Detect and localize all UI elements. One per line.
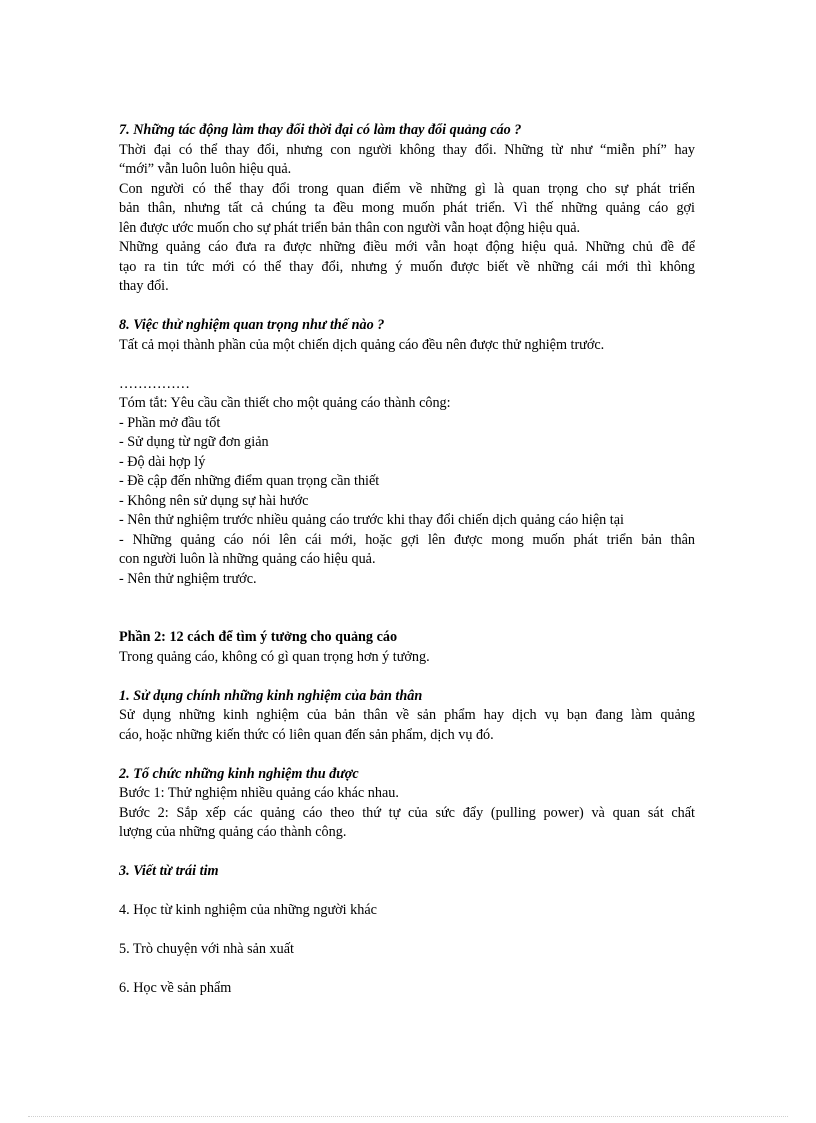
part-2-intro: Trong quảng cáo, không có gì quan trọng hơn ý tưởng. (119, 648, 430, 665)
summary-item: - Nên thử nghiệm trước nhiều quảng cáo trước khi thay đổi chiến dịch quảng cáo hiện tại (119, 512, 624, 528)
summary-intro: Tóm tắt: Yêu cầu cần thiết cho một quảng cáo thành công: (119, 395, 451, 411)
paragraph-line: Bước 2: Sắp xếp các quảng cáo theo thứ tự của sức đẩy (pulling power) và quan sát chất (119, 804, 695, 821)
document-page (119, 121, 695, 999)
paragraph-line: lên được ước muốn cho sự phát triển bản thân con người vẫn hoạt động hiệu quả. (119, 219, 581, 236)
section-8-heading: 8. Việc thử nghiệm quan trọng như thế nào ? (119, 317, 385, 333)
part-2-heading: Phần 2: 12 cách để tìm ý tưởng cho quảng cáo (119, 629, 398, 645)
item-1-heading: 1. Sử dụng chính những kinh nghiệm của bản thân (119, 687, 423, 704)
paragraph-line: Thời đại có thể thay đổi, nhưng con người không thay đổi. Những từ như “miễn phí” hay (119, 141, 695, 158)
paragraph-line: “mới” vẫn luôn luôn hiệu quả. (119, 161, 292, 177)
summary-item: - Những quảng cáo nói lên cái mới, hoặc gợi lên được mong muốn phát triển bản thân (119, 531, 695, 548)
item-4-text: 4. Học từ kinh nghiệm của những người khác (119, 902, 377, 918)
paragraph-line: thay đổi. (119, 278, 169, 294)
page-bottom-divider (28, 1116, 788, 1117)
paragraph-line: Bước 1: Thử nghiệm nhiều quảng cáo khác nhau. (119, 785, 399, 801)
summary-item: con người luôn là những quảng cáo hiệu quả. (119, 551, 376, 567)
paragraph-line: bản thân, nhưng tất cả chúng ta đều mong muốn phát triển. Vì thế những quảng cáo gợi (119, 200, 695, 216)
summary-item: - Độ dài hợp lý (119, 453, 206, 470)
summary-item: - Không nên sử dụng sự hài hước (119, 492, 309, 509)
summary-item: - Nên thử nghiệm trước. (119, 570, 257, 587)
paragraph-line: Những quảng cáo đưa ra được những điều mới vẫn hoạt động hiệu quả. Những chủ đề để (119, 239, 695, 255)
paragraph-line: Tất cả mọi thành phần của một chiến dịch quảng cáo đều nên được thử nghiệm trước. (119, 336, 605, 353)
item-3-heading: 3. Viết từ trái tim (119, 863, 219, 879)
summary-item: - Sử dụng từ ngữ đơn giản (119, 434, 269, 450)
item-6-text: 6. Học về sản phẩm (119, 980, 232, 996)
paragraph-line: lượng của những quảng cáo thành công. (119, 824, 347, 840)
summary-item: - Đề cập đến những điểm quan trọng cần thiết (119, 473, 380, 489)
paragraph-line: tạo ra tin tức mới có thể thay đổi, nhưng ý muốn được biết về những cái mới thì không (119, 258, 695, 275)
summary-item: - Phần mở đầu tốt (119, 414, 221, 431)
ellipsis-separator: …………… (119, 375, 190, 392)
item-5-text: 5. Trò chuyện với nhà sản xuất (119, 941, 294, 957)
section-7-heading: 7. Những tác động làm thay đổi thời đại có làm thay đổi quảng cáo ? (119, 122, 522, 138)
paragraph-line: cáo, hoặc những kiến thức có liên quan đến sản phẩm, dịch vụ đó. (119, 726, 494, 743)
paragraph-line: Con người có thể thay đổi trong quan điểm về những gì là quan trọng cho sự phát triển (119, 180, 695, 197)
item-2-heading: 2. Tổ chức những kinh nghiệm thu được (119, 765, 359, 782)
paragraph-line: Sử dụng những kinh nghiệm của bản thân về sản phẩm hay dịch vụ bạn đang làm quảng (119, 707, 695, 723)
